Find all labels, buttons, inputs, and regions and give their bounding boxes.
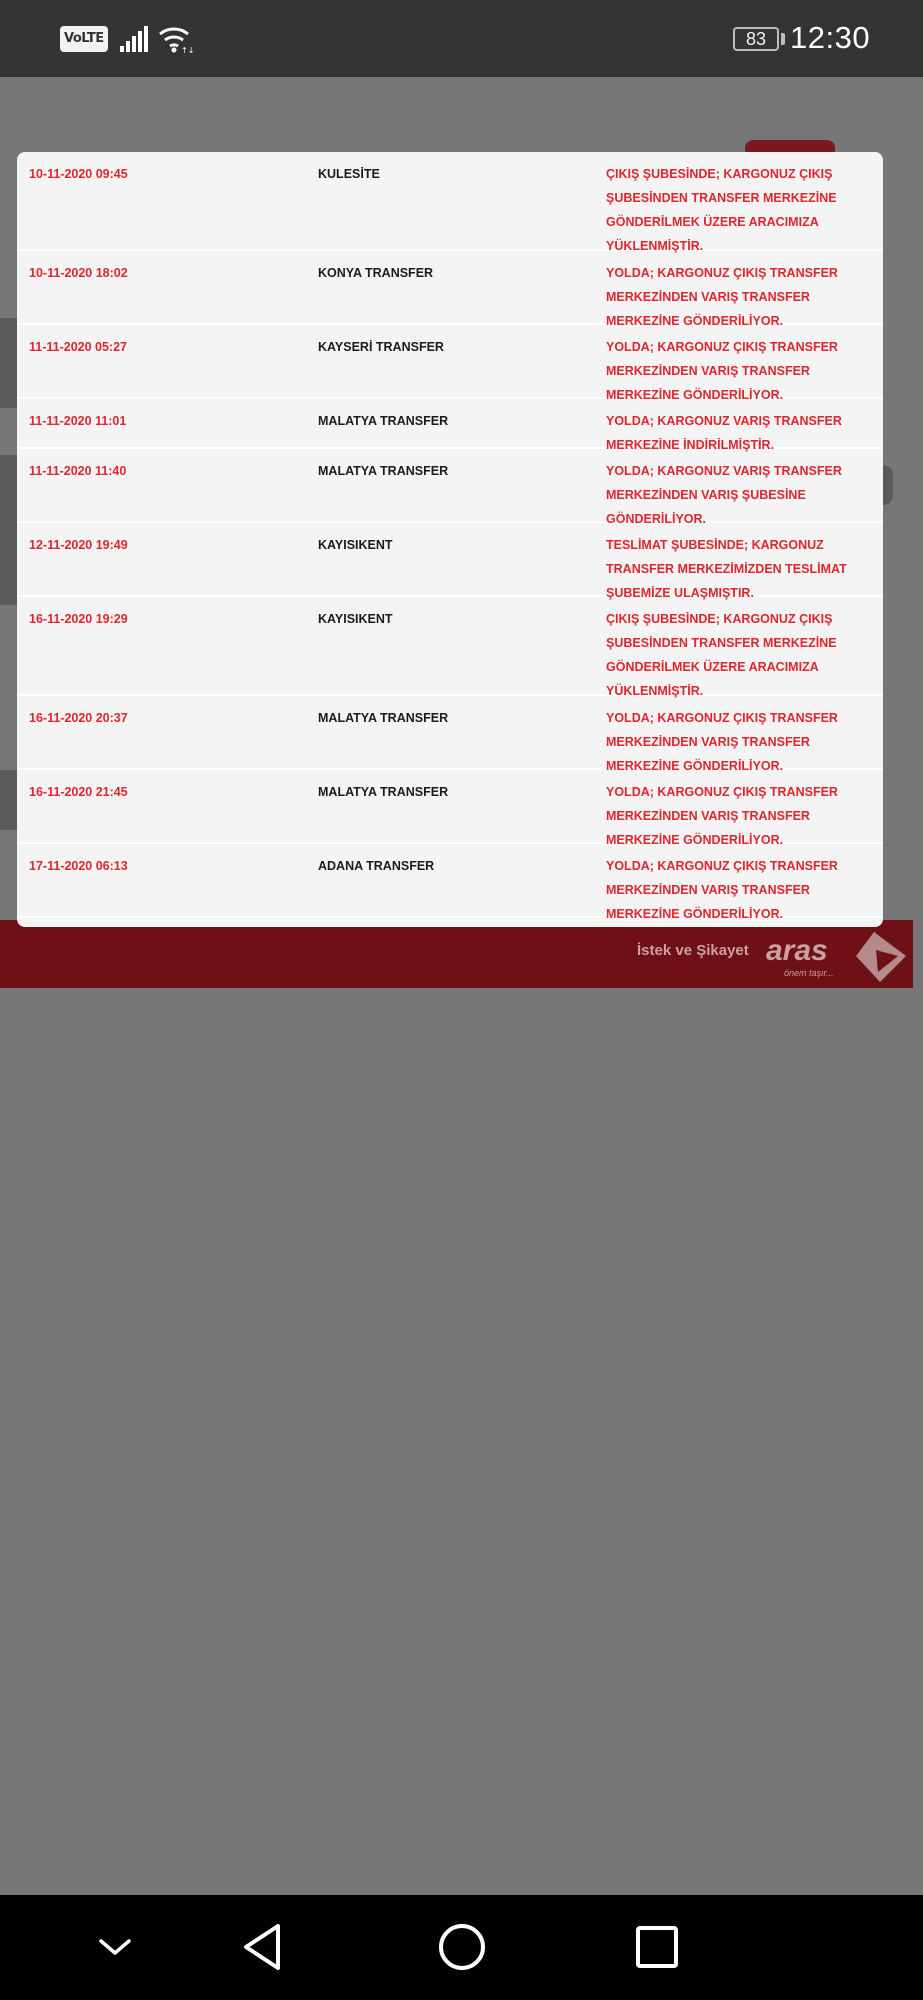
svg-text:aras: aras xyxy=(766,934,828,967)
tracking-location: KAYISIKENT xyxy=(318,612,393,626)
tracking-datetime: 11-11-2020 11:40 xyxy=(29,464,127,478)
tracking-status: YOLDA; KARGONUZ ÇIKIŞ TRANSFER MERKEZİNDEN VARIŞ TRANSFER MERKEZİNE GÖNDERİLİYOR. xyxy=(606,711,838,773)
background-page-fragment xyxy=(0,318,17,408)
background-page-fragment xyxy=(0,455,17,605)
tracking-datetime: 10-11-2020 09:45 xyxy=(29,167,128,181)
volte-badge: VoLTE xyxy=(60,26,108,52)
tracking-datetime: 11-11-2020 11:01 xyxy=(29,414,127,428)
tracking-history-modal xyxy=(17,152,883,927)
clock: 12:30 xyxy=(790,20,871,55)
tracking-row xyxy=(17,696,883,773)
tracking-datetime: 16-11-2020 21:45 xyxy=(29,785,128,799)
tracking-location: KULESİTE xyxy=(318,167,380,181)
recents-icon[interactable] xyxy=(627,1917,687,1977)
tracking-status: ÇIKIŞ ŞUBESİNDE; KARGONUZ ÇIKIŞ ŞUBESİNDEN TRANSFER MERKEZİNE GÖNDERİLMEK ÜZERE ARACIMIZA YÜKLENMİŞTİR. xyxy=(606,612,837,698)
tracking-status: ÇIKIŞ ŞUBESİNDE; KARGONUZ ÇIKIŞ ŞUBESİNDEN TRANSFER MERKEZİNE GÖNDERİLMEK ÜZERE ARACIMIZA YÜKLENMİŞTİR. xyxy=(606,167,837,253)
tracking-location: MALATYA TRANSFER xyxy=(318,414,449,428)
tracking-datetime: 16-11-2020 20:37 xyxy=(29,711,128,725)
tracking-status: YOLDA; KARGONUZ ÇIKIŞ TRANSFER MERKEZİNDEN VARIŞ TRANSFER MERKEZİNE GÖNDERİLİYOR. xyxy=(606,266,838,328)
background-page-fragment xyxy=(883,465,893,505)
tracking-datetime: 16-11-2020 19:29 xyxy=(29,612,128,626)
collapse-icon[interactable] xyxy=(85,1917,145,1977)
signal-strength-icon xyxy=(120,26,150,52)
tracking-status: YOLDA; KARGONUZ VARIŞ TRANSFER MERKEZİNDEN VARIŞ ŞUBESİNE GÖNDERİLİYOR. xyxy=(606,464,842,526)
tracking-status: YOLDA; KARGONUZ VARIŞ TRANSFER MERKEZİNE İNDİRİLMİŞTİR. xyxy=(606,414,842,452)
tracking-datetime: 10-11-2020 18:02 xyxy=(29,266,128,280)
tracking-datetime: 11-11-2020 05:27 xyxy=(29,340,128,354)
request-complaint-link[interactable]: İstek ve Şikayet xyxy=(637,942,749,959)
tracking-status: YOLDA; KARGONUZ ÇIKIŞ TRANSFER MERKEZİNDEN VARIŞ TRANSFER MERKEZİNE GÖNDERİLİYOR. xyxy=(606,785,838,847)
tracking-datetime: 12-11-2020 19:49 xyxy=(29,538,128,552)
tracking-row xyxy=(17,399,883,452)
tracking-status: TESLİMAT ŞUBESİNDE; KARGONUZ TRANSFER MERKEZİMİZDEN TESLİMAT ŞUBEMİZE ULAŞMIŞTIR. xyxy=(606,538,847,600)
tracking-status: YOLDA; KARGONUZ ÇIKIŞ TRANSFER MERKEZİNDEN VARIŞ TRANSFER MERKEZİNE GÖNDERİLİYOR. xyxy=(606,859,838,921)
tracking-location: MALATYA TRANSFER xyxy=(318,785,449,799)
tracking-location: ADANA TRANSFER xyxy=(318,859,435,873)
tracking-location: KAYSERİ TRANSFER xyxy=(318,340,444,354)
svg-text:↑↓: ↑↓ xyxy=(181,46,195,55)
background-page-fragment xyxy=(0,770,17,830)
status-bar xyxy=(0,0,923,77)
tracking-row xyxy=(17,152,883,251)
aras-logo xyxy=(766,926,914,986)
navigation-bar xyxy=(0,1895,923,2000)
tracking-row xyxy=(17,325,883,402)
tracking-row xyxy=(17,523,883,600)
tracking-row xyxy=(17,597,883,696)
home-icon[interactable] xyxy=(432,1917,492,1977)
tracking-table xyxy=(17,152,883,921)
tracking-location: KONYA TRANSFER xyxy=(318,266,434,280)
back-icon[interactable] xyxy=(234,1917,294,1977)
svg-text:önem taşır...: önem taşır... xyxy=(784,968,834,978)
tracking-location: MALATYA TRANSFER xyxy=(318,711,449,725)
tracking-status: YOLDA; KARGONUZ ÇIKIŞ TRANSFER MERKEZİNDEN VARIŞ TRANSFER MERKEZİNE GÖNDERİLİYOR. xyxy=(606,340,838,402)
tracking-location: KAYISIKENT xyxy=(318,538,393,552)
tracking-row xyxy=(17,844,883,921)
battery-indicator: 83 xyxy=(733,27,779,51)
wifi-icon xyxy=(158,22,195,55)
tracking-datetime: 17-11-2020 06:13 xyxy=(29,859,128,873)
tracking-row xyxy=(17,449,883,526)
tracking-location: MALATYA TRANSFER xyxy=(318,464,449,478)
battery-tip xyxy=(781,33,785,45)
tracking-row xyxy=(17,770,883,847)
tracking-row xyxy=(17,251,883,328)
